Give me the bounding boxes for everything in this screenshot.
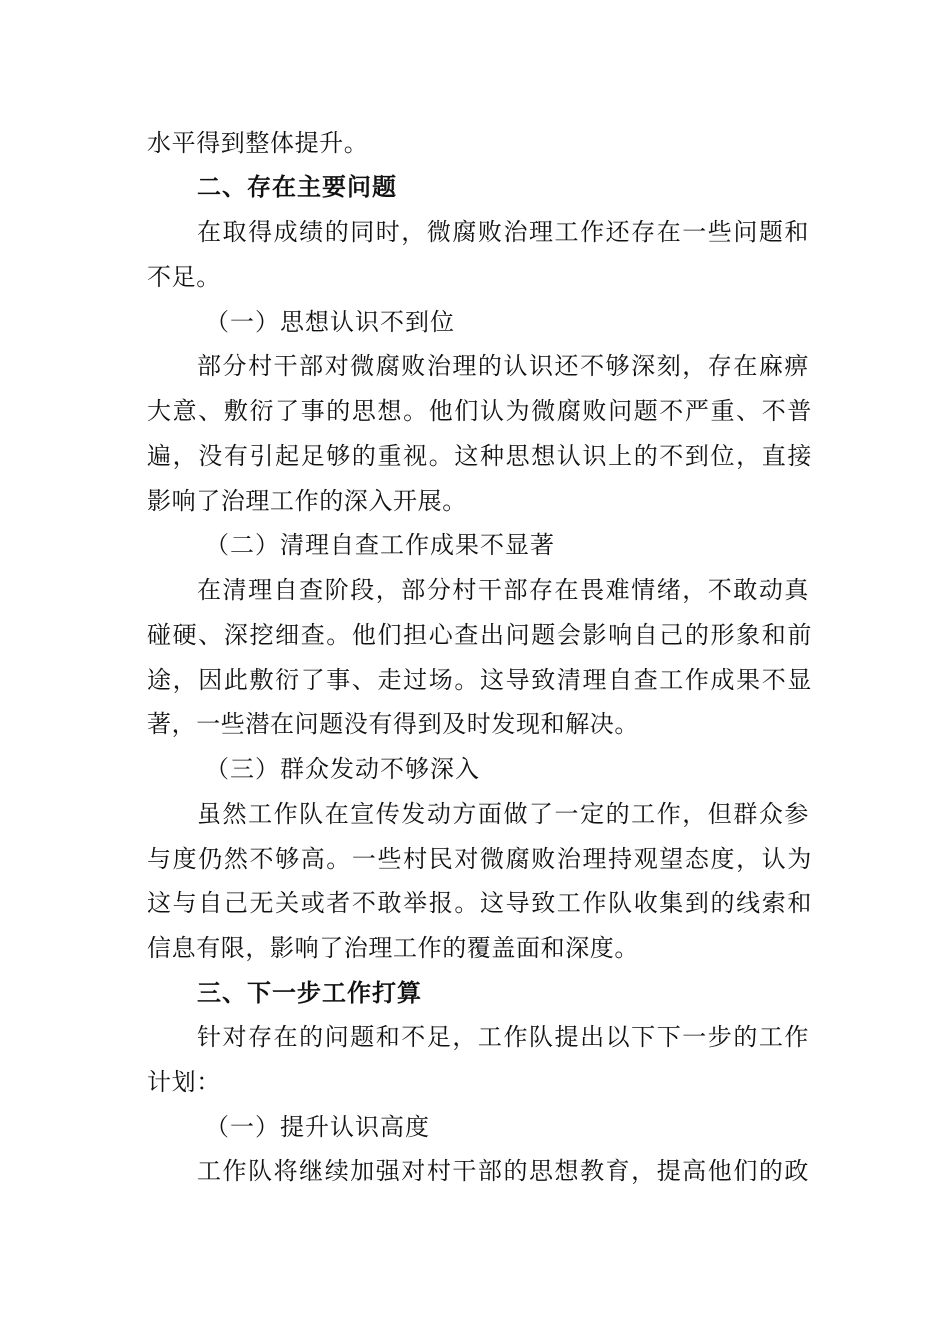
paragraph-line: 著，一些潜在问题没有得到及时发现和解决。 [147,710,639,738]
paragraph-line: 影响了治理工作的深入开展。 [147,487,467,515]
subsection-heading: （三）群众发动不够深入 [205,755,480,783]
paragraph-line: 遍，没有引起足够的重视。这种思想认识上的不到位，直接 [147,442,812,470]
paragraph-line: 工作队将继续加强对村干部的思想教育，提高他们的政 [197,1157,809,1185]
paragraph-line: 计划： [147,1068,221,1096]
subsection-heading: （一）思想认识不到位 [205,308,455,336]
paragraph-line: 在取得成绩的同时，微腐败治理工作还存在一些问题和 [197,218,809,246]
paragraph-line: 虽然工作队在宣传发动方面做了一定的工作，但群众参 [197,800,809,828]
paragraph-line: 途，因此敷衍了事、走过场。这导致清理自查工作成果不显 [147,666,812,694]
subsection-heading: （一）提升认识高度 [205,1113,430,1141]
paragraph-line: 针对存在的问题和不足，工作队提出以下下一步的工作 [197,1023,809,1051]
paragraph-line: 不足。 [147,263,221,291]
section-heading-next-steps: 三、下一步工作打算 [197,979,422,1007]
paragraph-line: 大意、敷衍了事的思想。他们认为微腐败问题不严重、不普 [147,397,812,425]
paragraph-line: 信息有限，影响了治理工作的覆盖面和深度。 [147,934,639,962]
paragraph-line: 碰硬、深挖细查。他们担心查出问题会影响自己的形象和前 [147,621,812,649]
paragraph-line: 水平得到整体提升。 [147,129,369,157]
subsection-heading: （二）清理自查工作成果不显著 [205,531,555,559]
paragraph-line: 部分村干部对微腐败治理的认识还不够深刻，存在麻痹 [197,352,809,380]
paragraph-line: 这与自己无关或者不敢举报。这导致工作队收集到的线索和 [147,889,812,917]
paragraph-line: 与度仍然不够高。一些村民对微腐败治理持观望态度，认为 [147,845,812,873]
section-heading-problems: 二、存在主要问题 [197,173,397,201]
paragraph-line: 在清理自查阶段，部分村干部存在畏难情绪，不敢动真 [197,576,809,604]
